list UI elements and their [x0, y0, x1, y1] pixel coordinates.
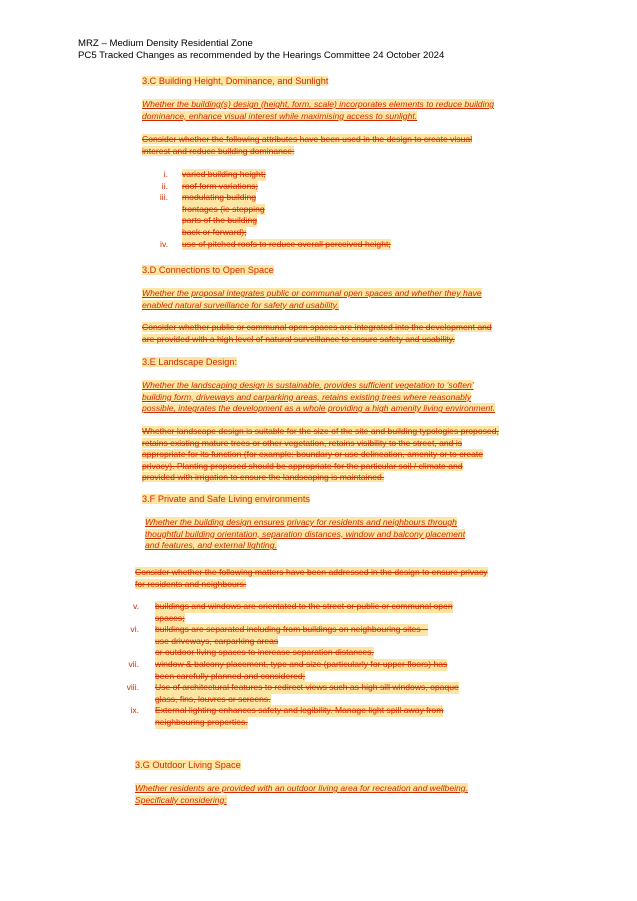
- list-3f: [110, 601, 459, 729]
- heading-3g: 3.G Outdoor Living Space: [135, 760, 241, 770]
- header-line-2: PC5 Tracked Changes as recommended by the Hearings Committee 24 October 2024: [78, 50, 445, 61]
- delete-3d: Consider whether public or communal open spaces are integrated into the development and are provided with a high level of natural surveillance to ensure safety and usability.: [142, 322, 492, 344]
- list-item: parts of the building: [182, 215, 258, 226]
- list-item: vi. buildings are separated including from buildings on neighbouring sites –: [130, 624, 428, 635]
- list-item: vii. window & balcony placement, type and size (particularly for upper floors) has: [128, 658, 448, 669]
- delete-3c: Consider whether the following attributes have been used in the design to create visual interest and reduce building dominance:: [142, 134, 473, 156]
- list-item: back or forward);: [182, 226, 247, 237]
- heading-3e: 3.E Landscape Design:: [142, 357, 238, 367]
- insert-3c: Whether the building(s) design (height, form, scale) incorporates elements to reduce building dominance, enhance visual interest while maximising access to sunlight.: [142, 99, 495, 121]
- list-item: v. buildings and windows are orientated to the street or public or communal open: [132, 601, 453, 611]
- list-item: viii. Use of architectural features to redirect views such as high sill windows, opaque: [126, 682, 459, 693]
- list-item: glass, fins, louvres or screens.: [155, 693, 271, 704]
- delete-3e: Whether landscape design is suitable for the size of the site and building typologies proposed, retains existing mature trees or other vegetation, retains visibility to the street, and is appropriate for its function (for example: boundary or use delineation, amenity or to create privacy). Planting proposed should be appropriate for the particular soil / climate and provided with irrigation to ensure the landscaping is maintained.: [142, 426, 499, 483]
- heading-3d: 3.D Connections to Open Space: [142, 265, 274, 275]
- list-item: frontages (ie stepping: [182, 203, 265, 214]
- list-item: or outdoor living spaces to increase separation distances.: [155, 647, 374, 658]
- list-item: spaces;: [155, 612, 185, 623]
- header-line-1: MRZ – Medium Density Residential Zone: [78, 38, 253, 49]
- list-item: neighbouring properties.: [155, 716, 248, 727]
- insert-3g: Whether residents are provided with an outdoor living area for recreation and wellbeing. Specifically considering:: [135, 783, 468, 805]
- list-item: use driveways, carparking areas: [155, 635, 279, 646]
- list-item: iii. modulating building: [159, 192, 257, 203]
- list-item: i. varied building height;: [163, 169, 266, 179]
- heading-3c: 3.C Building Height, Dominance, and Sunlight: [142, 76, 329, 86]
- list-item: ix. External lighting enhances safety and legibility. Manage light spill away from: [130, 705, 444, 716]
- list-3c: [142, 169, 391, 250]
- heading-3f: 3.F Private and Safe Living environments: [142, 494, 311, 504]
- insert-3d: Whether the proposal integrates public or communal open spaces and whether they have enabled natural surveillance for safety and usability.: [142, 288, 482, 310]
- list-item: ii. roof form variations;: [161, 180, 258, 191]
- list-item: iv. use of pitched roofs to reduce overall perceived height;: [160, 238, 391, 249]
- list-item: been carefully planned and considered;: [155, 670, 306, 681]
- delete-3f: Consider whether the following matters have been addressed in the design to ensure privacy for residents and neighbours:: [135, 567, 488, 589]
- insert-3e: Whether the landscaping design is sustainable, provides sufficient vegetation to 'soften' building form, driveways and carparking areas, retains existing trees where reasonably possible, integrates the development as a whole providing a high amenity living environment.: [142, 380, 496, 414]
- insert-3f: Whether the building design ensures privacy for residents and neighbours through thoughtful building orientation, separation distances, window and balcony placement and features, and external lighting.: [145, 517, 466, 551]
